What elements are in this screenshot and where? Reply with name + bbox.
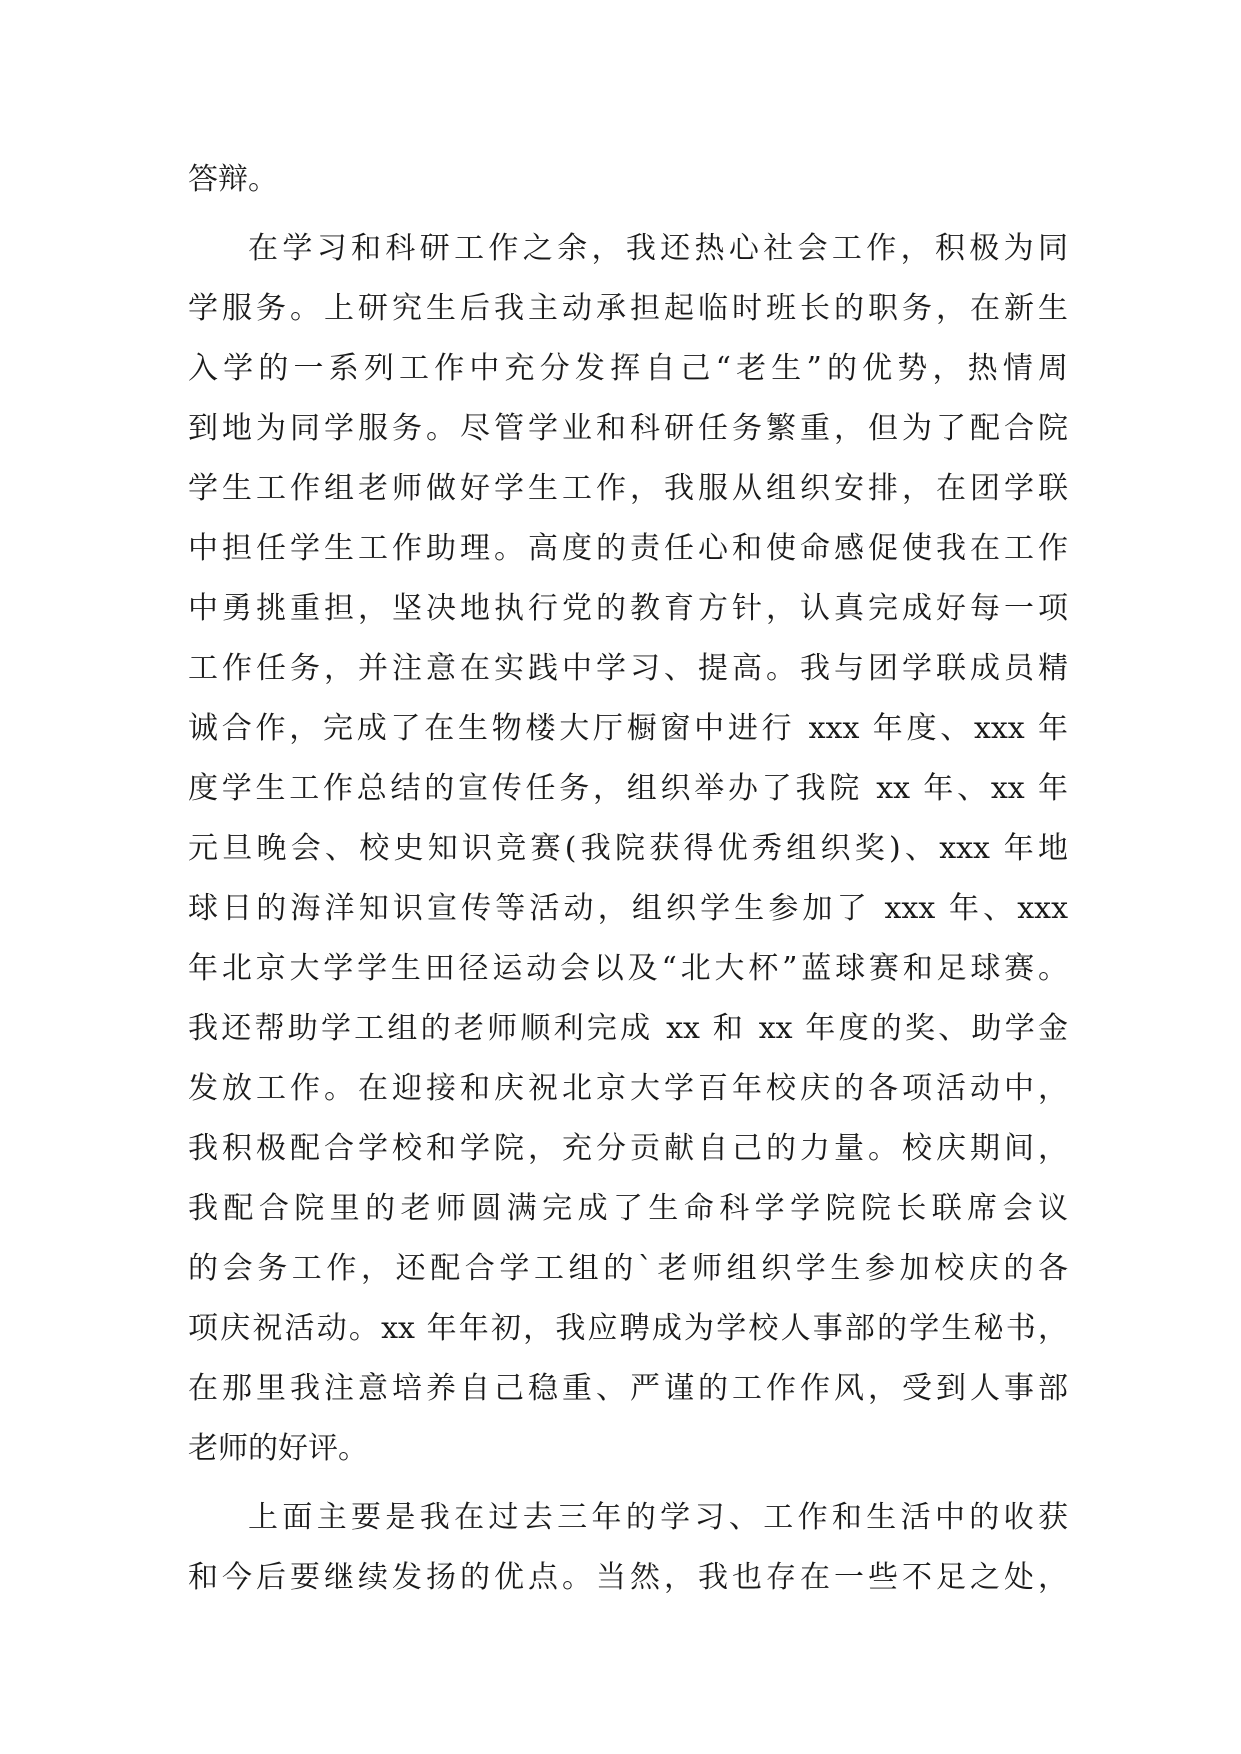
text-line: 中担任学生工作助理。高度的责任心和使命感促使我在工作 [188,531,1068,566]
text-line: 在学习和科研工作之余，我还热心社会工作，积极为同 [248,231,1068,266]
text-line: 发放工作。在迎接和庆祝北京大学百年校庆的各项活动中， [188,1071,1068,1106]
text-line: 在那里我注意培养自己稳重、严谨的工作作风，受到人事部 [188,1371,1068,1406]
text-line: 我配合院里的老师圆满完成了生命科学学院院长联席会议 [188,1191,1068,1226]
paragraph [188,150,1068,210]
text-line: 球日的海洋知识宣传等活动，组织学生参加了 xxx 年、xxx [188,891,1068,926]
text-line: 元旦晚会、校史知识竞赛(我院获得优秀组织奖)、xxx 年地 [188,831,1068,866]
text-line: 度学生工作总结的宣传任务，组织举办了我院 xx 年、xx 年 [188,771,1068,806]
text-line: 诚合作，完成了在生物楼大厅橱窗中进行 xxx 年度、xxx 年 [188,711,1068,746]
text-line: 到地为同学服务。尽管学业和科研任务繁重，但为了配合院 [188,411,1068,446]
text-line: 学服务。上研究生后我主动承担起临时班长的职务，在新生 [188,291,1068,326]
text-line: 老师的好评。 [188,1431,368,1466]
text-line: 我积极配合学校和学院，充分贡献自己的力量。校庆期间， [188,1131,1068,1166]
paragraph [188,1488,1068,1608]
text-line: 的会务工作，还配合学工组的`老师组织学生参加校庆的各 [188,1251,1068,1286]
paragraph [188,219,1068,1479]
text-line: 工作任务，并注意在实践中学习、提高。我与团学联成员精 [188,651,1068,686]
text-line: 上面主要是我在过去三年的学习、工作和生活中的收获 [248,1500,1068,1535]
text-line: 答辩。 [188,162,278,197]
text-line: 项庆祝活动。xx 年年初，我应聘成为学校人事部的学生秘书， [188,1311,1068,1346]
text-line: 中勇挑重担，坚决地执行党的教育方针，认真完成好每一项 [188,591,1068,626]
text-line: 和今后要继续发扬的优点。当然，我也存在一些不足之处， [188,1560,1068,1595]
document-body [188,150,1068,1608]
text-line: 学生工作组老师做好学生工作，我服从组织安排，在团学联 [188,471,1068,506]
text-line: 年北京大学学生田径运动会以及“北大杯”蓝球赛和足球赛。 [188,951,1068,986]
text-line: 入学的一系列工作中充分发挥自己“老生”的优势，热情周 [188,351,1068,386]
text-line: 我还帮助学工组的老师顺利完成 xx 和 xx 年度的奖、助学金 [188,1011,1068,1046]
